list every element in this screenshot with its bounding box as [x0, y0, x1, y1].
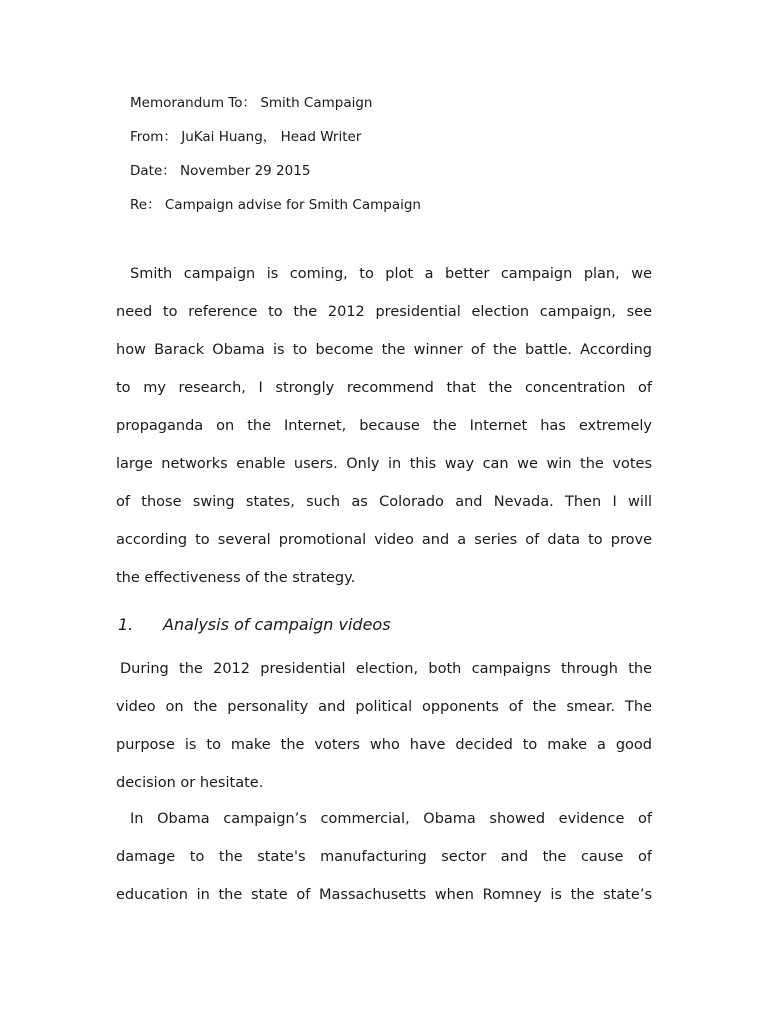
paragraph-line: the effectiveness of the strategy. — [116, 570, 356, 586]
memo-from: From： JuKai Huang， Head Writer — [130, 129, 362, 145]
memo-to: Memorandum To： Smith Campaign — [130, 95, 373, 111]
paragraph-line: education in the state of Massachusetts when Romney is the state’s — [116, 887, 652, 903]
memo-re: Re： Campaign advise for Smith Campaign — [130, 197, 421, 213]
memo-date: Date： November 29 2015 — [130, 163, 311, 179]
paragraph-line: During the 2012 presidential election, both campaigns through the — [120, 661, 652, 677]
paragraph-line: Smith campaign is coming, to plot a better campaign plan, we — [130, 266, 652, 282]
paragraph-line: large networks enable users. Only in this way can we win the votes — [116, 456, 652, 472]
paragraph-line: need to reference to the 2012 presidential election campaign, see — [116, 304, 652, 320]
section-heading — [118, 614, 391, 636]
paragraph-line: damage to the state's manufacturing sector and the cause of — [116, 849, 652, 865]
paragraph-analysis — [116, 658, 652, 810]
paragraph-intro — [116, 263, 652, 605]
paragraph-line: to my research, I strongly recommend that the concentration of — [116, 380, 652, 396]
paragraph-line: In Obama campaign’s commercial, Obama showed evidence of — [130, 811, 652, 827]
paragraph-line: decision or hesitate. — [116, 775, 264, 791]
paragraph-obama-commercial — [116, 808, 652, 922]
section-title: Analysis of campaign videos — [163, 615, 391, 634]
paragraph-line: propaganda on the Internet, because the Internet has extremely — [116, 418, 652, 434]
paragraph-line: video on the personality and political opponents of the smear. The — [116, 699, 652, 715]
paragraph-line: how Barack Obama is to become the winner of the battle. According — [116, 342, 652, 358]
paragraph-line: according to several promotional video and a series of data to prove — [116, 532, 652, 548]
paragraph-line: purpose is to make the voters who have decided to make a good — [116, 737, 652, 753]
section-number: 1. — [118, 615, 134, 634]
paragraph-line: of those swing states, such as Colorado and Nevada. Then I will — [116, 494, 652, 510]
